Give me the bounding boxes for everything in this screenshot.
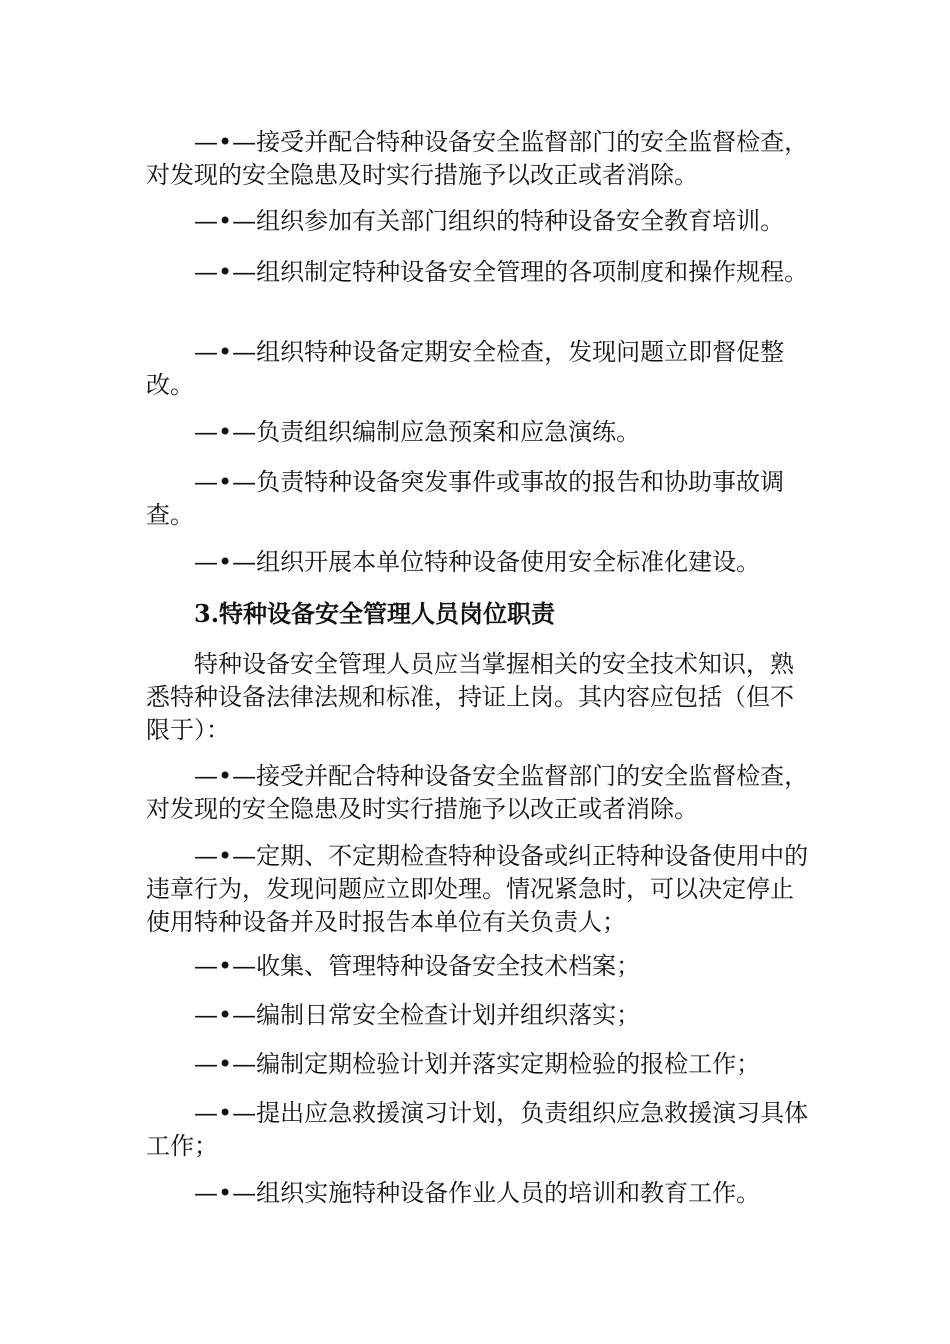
duty-item bbox=[146, 840, 812, 939]
duty-item bbox=[146, 1177, 812, 1210]
duty-item bbox=[146, 336, 812, 402]
duty-item bbox=[146, 205, 812, 238]
duty-item-text: —•—负责组织编制应急预案和应急演练。 bbox=[194, 418, 641, 446]
duty-item bbox=[146, 256, 812, 289]
duty-item bbox=[146, 546, 812, 579]
section-heading: 3.特种设备安全管理人员岗位职责 bbox=[194, 599, 556, 628]
duty-item bbox=[146, 950, 812, 983]
intro-paragraph bbox=[146, 648, 812, 747]
duty-item-text: —•—编制定期检验计划并落实定期检验的报检工作； bbox=[194, 1050, 761, 1078]
duty-item-text: —•—接受并配合特种设备安全监督部门的安全监督检查，对发现的安全隐患及时实行措施予以改正或者消除。 bbox=[146, 128, 809, 189]
duty-item-text: —•—提出应急救援演习计划，负责组织应急救援演习具体工作； bbox=[146, 1099, 809, 1160]
duty-item-text: —•—组织参加有关部门组织的特种设备安全教育培训。 bbox=[194, 207, 785, 235]
duty-item-text: —•—负责特种设备突发事件或事故的报告和协助事故调查。 bbox=[146, 468, 785, 529]
duty-item-text: —•—定期、不定期检查特种设备或纠正特种设备使用中的违章行为，发现问题应立即处理。情况紧急时，可以决定停止使用特种设备并及时报告本单位有关负责人； bbox=[146, 842, 809, 936]
duty-item-text: —•—组织实施特种设备作业人员的培训和教育工作。 bbox=[194, 1179, 761, 1207]
duty-item-text: —•—收集、管理特种设备安全技术档案； bbox=[194, 952, 641, 980]
duty-item bbox=[146, 1048, 812, 1081]
duty-item-text: —•—接受并配合特种设备安全监督部门的安全监督检查，对发现的安全隐患及时实行措施予以改正或者消除。 bbox=[146, 762, 809, 823]
duty-item bbox=[146, 466, 812, 532]
duty-item bbox=[146, 1097, 812, 1163]
intro-paragraph-text: 特种设备安全管理人员应当掌握相关的安全技术知识，熟悉特种设备法律法规和标准，持证上岗。其内容应包括（但不限于）： bbox=[146, 650, 794, 744]
duty-item-text: —•—组织制定特种设备安全管理的各项制度和操作规程。 bbox=[194, 258, 809, 286]
duty-item-text: —•—组织特种设备定期安全检查，发现问题立即督促整改。 bbox=[146, 338, 785, 399]
duty-item bbox=[146, 126, 812, 192]
duty-item-text: —•—编制日常安全检查计划并组织落实； bbox=[194, 1001, 641, 1029]
duty-item bbox=[146, 999, 812, 1032]
duty-item-text: —•—组织开展本单位特种设备使用安全标准化建设。 bbox=[194, 548, 761, 576]
duty-item bbox=[146, 760, 812, 826]
duty-item bbox=[146, 416, 812, 449]
